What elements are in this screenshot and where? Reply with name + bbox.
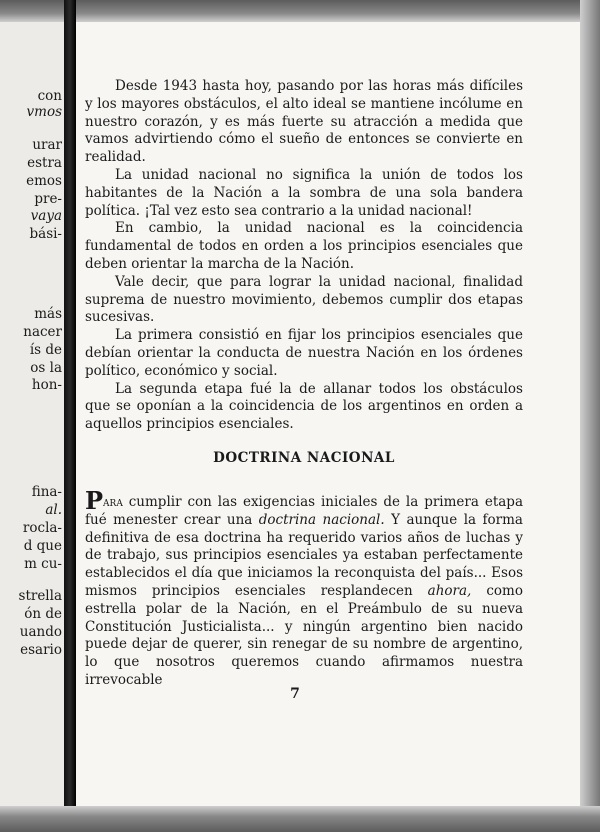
margin-fragment: ís de <box>29 342 62 358</box>
text-run: como estrella polar de la Nación, en el Preámbulo de su nueva Constitución Justicialista... y ningún argentino bien nacido puede dejar de querer, sin renegar de su nombre de argentino, lo que nosotros queremos cuando afirmamos nuestra irrevocable <box>85 582 523 688</box>
scan-edge-bottom <box>0 806 600 832</box>
section-paragraph <box>85 486 523 690</box>
intro-text <box>85 78 523 434</box>
margin-fragment: nacer <box>23 324 62 340</box>
margin-fragment: vmos <box>26 104 62 120</box>
paragraph: Vale decir, que para lograr la unidad nacional, finalidad suprema de nuestro movimiento, debemos cumplir dos etapas sucesivas. <box>85 273 523 326</box>
text-run: cumplir con las exigencias iniciales de la primera etapa fué menester crear una <box>85 494 523 528</box>
margin-fragment: con <box>37 88 62 104</box>
margin-fragment: ón de <box>24 606 62 622</box>
page-number: 7 <box>290 686 300 702</box>
book-gutter-shadow <box>64 0 76 832</box>
margin-fragment: rocla- <box>22 520 62 536</box>
scan-edge-top <box>0 0 600 22</box>
emphasis-text: doctrina nacional. <box>258 511 385 528</box>
margin-fragment: más <box>34 306 62 322</box>
margin-fragment: uando <box>19 624 62 640</box>
scan-edge-right <box>580 0 600 832</box>
facing-page-edge <box>0 22 64 806</box>
margin-fragment: d que <box>23 538 62 554</box>
small-caps-word: ara <box>103 494 123 510</box>
margin-fragment: esario <box>20 642 62 658</box>
paragraph: La segunda etapa fué la de allanar todos los obstáculos que se oponían a la coincidencia de los argentinos en orden a aquellos principios esenciales. <box>85 380 523 433</box>
margin-fragment: hon- <box>31 377 62 393</box>
margin-fragment: estra <box>27 155 62 171</box>
margin-fragment: os la <box>30 360 62 376</box>
margin-fragment: fina- <box>31 484 62 500</box>
section-heading: DOCTRINA NACIONAL <box>213 450 395 466</box>
paragraph: En cambio, la unidad nacional es la coincidencia fundamental de todos en orden a los principios esenciales que deben orientar la marcha de la Nación. <box>85 220 523 272</box>
margin-fragment: pre- <box>34 191 62 207</box>
section-text <box>85 486 523 690</box>
paragraph: La unidad nacional no significa la unión de todos los habitantes de la Nación a la sombra de una sola bandera política. ¡Tal vez esto sea contrario a la unidad nacional! <box>85 166 523 219</box>
drop-cap: P <box>85 486 104 515</box>
paragraph: La primera consistió en fijar los principios esenciales que debían orientar la conducta de nuestra Nación en los órdenes político, económico y social. <box>85 327 523 379</box>
margin-fragment: m cu- <box>24 556 62 572</box>
text-run: Y aunque la forma definitiva de esa doctrina ha requerido varios años de luchas y de trabajo, sus principios esenciales ya estaban perfectamente establecidos el día que iniciamos la reconquista del país... Esos mismos principios esenciales resplandecen <box>85 511 523 599</box>
paragraph: Desde 1943 hasta hoy, pasando por las horas más difíciles y los mayores obstáculos, el alto ideal se mantiene incólume en nuestro corazón, y es más fuerte su atracción a medida que vamos advirtiendo cómo el sueño de entonces se convierte en realidad. <box>85 78 523 166</box>
margin-fragment: strella <box>18 588 62 604</box>
margin-fragment: al. <box>45 502 62 518</box>
margin-fragment: emos <box>26 173 62 189</box>
book-page <box>76 22 580 806</box>
margin-fragment: urar <box>32 137 62 153</box>
emphasis-text: ahora, <box>427 582 472 599</box>
margin-fragment: vaya <box>30 208 62 224</box>
margin-fragment: bási- <box>29 226 62 242</box>
